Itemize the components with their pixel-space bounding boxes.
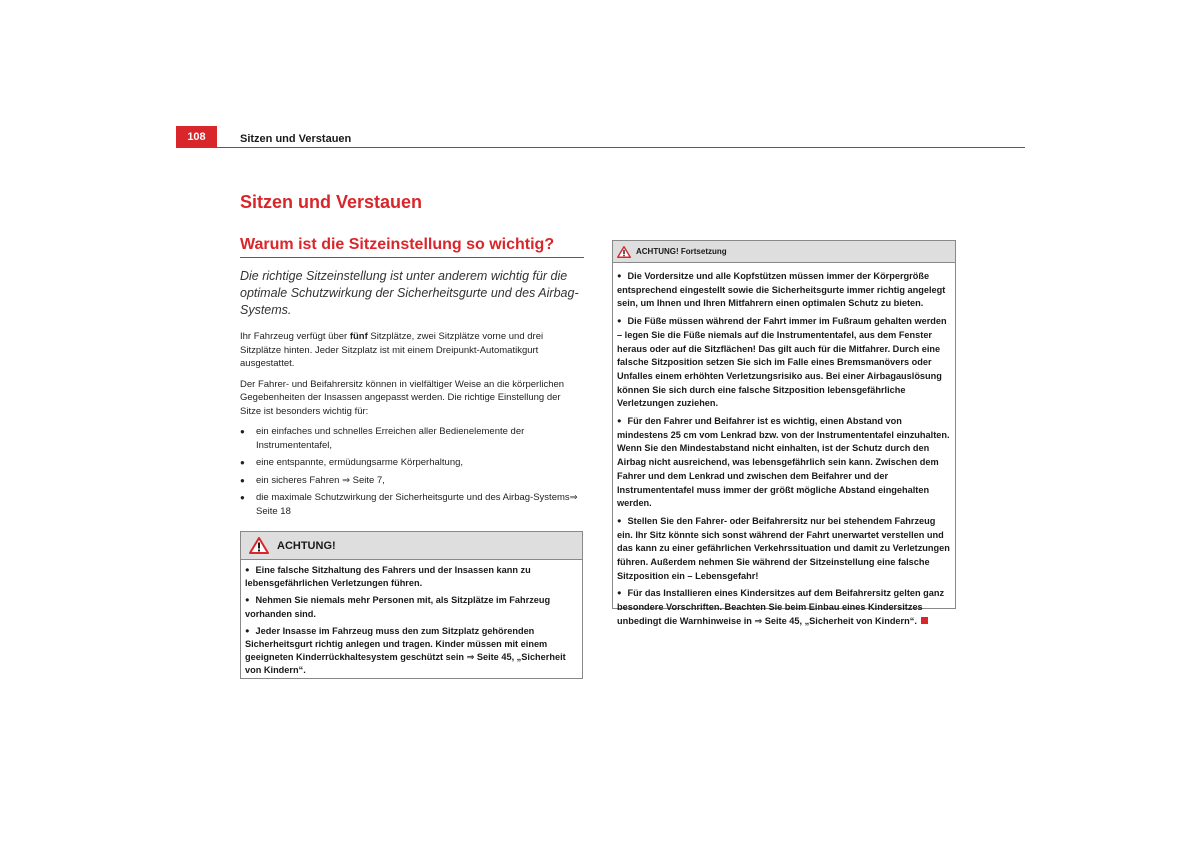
- p1-bold-word: fünf: [349, 331, 368, 342]
- warning-item: [245, 624, 578, 678]
- warning-continuation-box: [612, 240, 956, 626]
- bullet-icon: ●: [617, 416, 622, 426]
- warning-item: [617, 514, 951, 584]
- lead-paragraph: Die richtige Sitzeinstellung ist unter anderem wichtig für die optimale Schutzwirkung der Sicherheitsgurte und des Airbag-Systems.: [240, 269, 579, 317]
- warning-continuation-body: [613, 263, 955, 629]
- bullet-icon: ●: [245, 565, 250, 574]
- bullet-icon: ●: [617, 515, 622, 525]
- warning-item: [617, 414, 951, 511]
- warning-continuation-header: [613, 241, 955, 263]
- warning-item-text: Jeder Insasse im Fahrzeug muss den zum Sitzplatz gehörenden Sicherheitsgurt richtig anlegen und tragen. Kinder müssen mit einem geeigneten Kinderrückhaltesystem geschützt sein ⇒ Seite 45, „Sicherheit von Kindern“.: [245, 625, 566, 676]
- bullet-icon: ●: [245, 625, 250, 635]
- warning-item: [617, 269, 951, 311]
- warning-item: [245, 593, 578, 620]
- warning-item-text: Die Vordersitze und alle Kopfstützen müssen immer der Körpergröße entsprechend eingestellt sowie die Sicherheitsgurte immer richtig angelegt sein, um Ihnen und Ihren Mitfahrern einen optimalen Schutz zu bieten.: [617, 271, 946, 309]
- running-title: Sitzen und Verstauen: [240, 133, 352, 145]
- warning-item-text: Nehmen Sie niemals mehr Personen mit, als Sitzplätze im Fahrzeug vorhanden sind.: [245, 595, 551, 619]
- warning-item: [617, 586, 951, 628]
- running-header: [176, 126, 1025, 148]
- chapter-title: Sitzen und Verstauen: [240, 192, 423, 212]
- bullet-list: [240, 425, 584, 518]
- warning-item-text: Stellen Sie den Fahrer- oder Beifahrersitz nur bei stehendem Fahrzeug ein. Ihr Sitz könnte sich sonst während der Fahrt unerwartet verstellen und das kann zu einer gefährlichen Verkehrssituation und damit zu Verletzungen führen. Außerdem nehmen Sie während der Sitzeinstellung eine falsche Sitzposition ein – Lebensgefahr!: [617, 515, 950, 581]
- warning-body: [241, 560, 582, 678]
- p1-text-a: Ihr Fahrzeug verfügt über: [240, 331, 350, 342]
- warning-item-text: Die Füße müssen während der Fahrt immer im Fußraum gehalten werden – legen Sie die Füße niemals auf die Instrumententafel, aus dem Fenster heraus oder auf die Sitzflächen! Das gilt auch für die Mitfahrer. Durch eine falsche Sitzposition setzen Sie sich im Falle eines Bremsmanövers oder Unfalles einem erhöhten Verletzungsrisiko aus. Bei einer Airbagauslösung können Sie sich durch eine falsche Sitzposition lebensgefährliche Verletzungen zuziehen.: [617, 316, 947, 409]
- p1-text-b: Sitzplätze, zwei Sitzplätze vorne und drei Sitzplätze hinten. Jeder Sitzplatz ist mit einem Dreipunkt-Automatikgurt ausgestattet.: [240, 331, 544, 369]
- warning-item: [617, 314, 951, 411]
- warning-item-text: Für den Fahrer und Beifahrer ist es wichtig, einen Abstand von mindestens 25 cm vom Lenkrad bzw. von der Instrumententafel einzuhalten. Wenn Sie den Mindestabstand nicht einhalten, ist der Schutz durch den Airbag nicht ausreichend, was lebensgefährlich sein kann. Zwischen dem Fahrer und dem Lenkrad und zwischen dem Beifahrer und der Instrumententafel muss immer der größt mögliche Abstand eingehalten werden.: [617, 416, 950, 509]
- page-number: 108: [176, 126, 217, 148]
- warning-triangle-icon: [617, 246, 631, 258]
- warning-item: [245, 563, 578, 590]
- body-text: [240, 330, 584, 522]
- end-mark-icon: [921, 617, 928, 624]
- warning-item-text: Für das Installieren eines Kindersitzes auf dem Beifahrersitz gelten ganz besondere Vorschriften. Beachten Sie beim Einbau eines Kindersitzes unbedingt die Warnhinweise in ⇒ Seite 45, „Sicherheit von Kindern“.: [617, 588, 945, 626]
- section-title: Warum ist die Sitzeinstellung so wichtig?: [240, 236, 584, 258]
- warning-item-text: Eine falsche Sitzhaltung des Fahrers und der Insassen kann zu lebensgefährlichen Verletzungen führen.: [245, 565, 531, 589]
- body-paragraph-1: [240, 330, 584, 371]
- warning-header: [241, 532, 582, 560]
- list-item: ● ein einfaches und schnelles Erreichen aller Bedienelemente der Instrumententafel,: [240, 425, 584, 452]
- list-item: ● eine entspannte, ermüdungsarme Körperhaltung,: [240, 456, 584, 470]
- warning-continuation-label: ACHTUNG! Fortsetzung: [636, 247, 727, 256]
- bullet-icon: ●: [245, 595, 250, 605]
- warning-label: ACHTUNG!: [277, 539, 336, 552]
- list-item: ● die maximale Schutzwirkung der Sicherheitsgurte und des Airbag-Systems⇒ Seite 18: [240, 491, 584, 518]
- bullet-icon: ●: [617, 588, 622, 598]
- bullet-icon: ●: [617, 316, 622, 326]
- bullet-icon: ●: [617, 271, 622, 280]
- body-paragraph-2: Der Fahrer- und Beifahrersitz können in vielfältiger Weise an die körperlichen Gegebenheiten der Insassen angepasst werden. Die richtige Einstellung der Sitze ist besonders wichtig für:: [240, 378, 565, 417]
- warning-triangle-icon: [249, 537, 269, 554]
- warning-box: [240, 531, 583, 679]
- list-item: ● ein sicheres Fahren ⇒ Seite 7,: [240, 474, 584, 488]
- header-rule: [217, 147, 1025, 148]
